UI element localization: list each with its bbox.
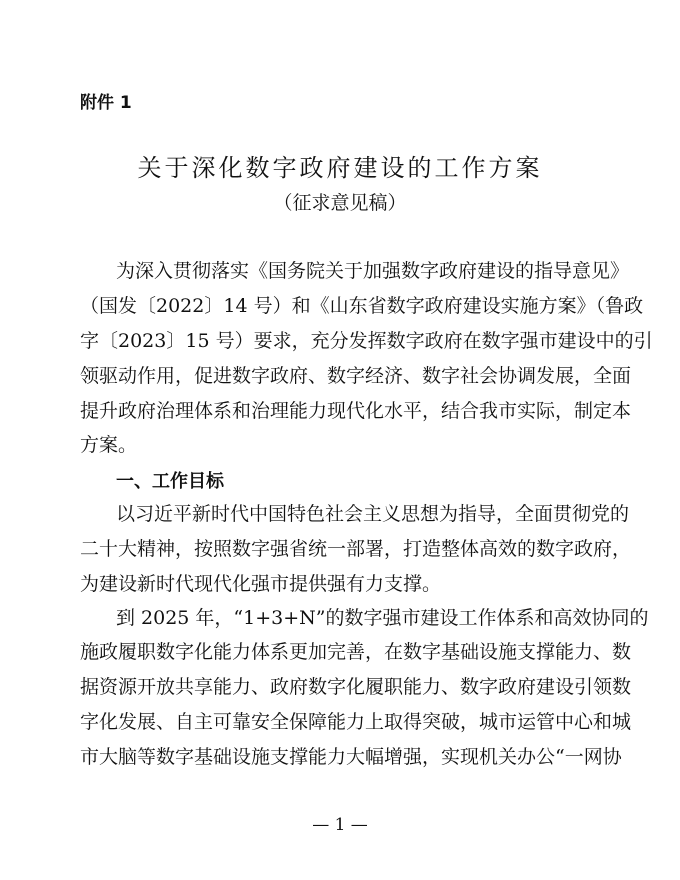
paragraph-line: 施政履职数字化能力体系更加完善，在数字基础设施支撑能力、数: [80, 641, 632, 663]
document-title: 关于深化数字政府建设的工作方案: [137, 154, 543, 182]
document-subtitle: （征求意见稿）: [273, 192, 407, 214]
paragraph-line: 到 2025 年，“1+3+N”的数字强市建设工作体系和高效协同的: [116, 607, 649, 629]
paragraph-line: 方案。: [80, 434, 138, 456]
paragraph-line: 字化发展、自主可靠安全保障能力上取得突破，城市运管中心和城: [80, 711, 632, 733]
paragraph-line: 提升政府治理体系和治理能力现代化水平，结合我市实际，制定本: [80, 400, 632, 422]
paragraph-line: 二十大精神，按照数字强省统一部署，打造整体高效的数字政府，: [80, 538, 632, 560]
attachment-label: 附件 1: [80, 93, 132, 113]
paragraph-line: 市大脑等数字基础设施支撑能力大幅增强，实现机关办公“一网协: [80, 746, 622, 768]
paragraph-line: 为建设新时代现代化强市提供强有力支撑。: [80, 573, 442, 595]
paragraph-line: 领驱动作用，促进数字政府、数字经济、数字社会协调发展，全面: [80, 365, 632, 387]
section-heading: 一、工作目标: [116, 471, 224, 492]
paragraph-line: 据资源开放共享能力、政府数字化履职能力、数字政府建设引领数: [80, 676, 632, 698]
page-number: — 1 —: [312, 815, 368, 835]
paragraph-line: （国发〔2022〕14 号）和《山东省数字政府建设实施方案》（鲁政: [80, 295, 644, 317]
paragraph-line: 为深入贯彻落实《国务院关于加强数字政府建设的指导意见》: [116, 260, 630, 282]
paragraph-line: 字〔2023〕15 号）要求，充分发挥数字政府在数字强市建设中的引: [80, 330, 653, 352]
paragraph-line: 以习近平新时代中国特色社会主义思想为指导，全面贯彻党的: [116, 503, 630, 525]
